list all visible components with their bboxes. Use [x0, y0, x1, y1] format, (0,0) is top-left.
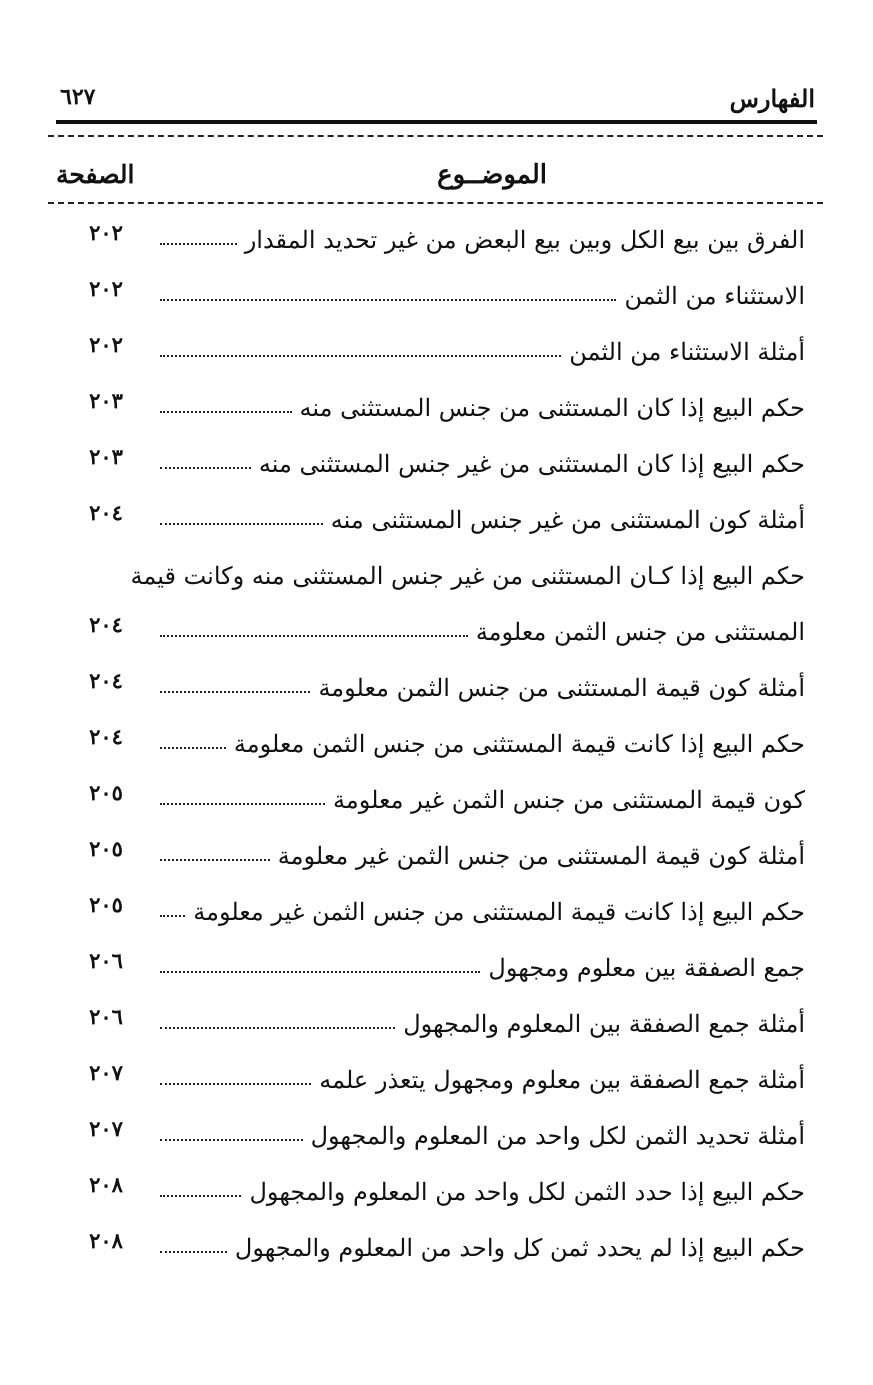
leader-dots — [160, 1027, 395, 1029]
entry-page: ٢٠٤ — [89, 724, 123, 749]
page-number: ٦٢٧ — [60, 84, 96, 110]
running-head — [60, 84, 815, 118]
index-entry — [60, 1104, 805, 1160]
leader-dots — [160, 971, 480, 973]
entry-text: المستثنى من جنس الثمن معلومة — [475, 618, 805, 646]
column-headings — [56, 160, 817, 200]
entry-text: حكم البيع إذا كانت قيمة المستثنى من جنس الثمن غير معلومة — [193, 898, 805, 926]
entry-page: ٢٠٤ — [89, 612, 123, 637]
entry-text: أمثلة كون المستثنى من غير جنس المستثنى منه — [330, 506, 805, 534]
entry-page: ٢٠٧ — [89, 1116, 123, 1141]
entry-page: ٢٠٦ — [89, 948, 123, 973]
entry-page: ٢٠٥ — [89, 836, 123, 861]
leader-dots — [160, 355, 561, 357]
entry-page: ٢٠٥ — [89, 892, 123, 917]
entry-text: جمع الصفقة بين معلوم ومجهول — [488, 954, 805, 982]
index-entries — [60, 208, 805, 1272]
entry-text: حكم البيع إذا كانت قيمة المستثنى من جنس الثمن معلومة — [233, 730, 805, 758]
entry-text: أمثلة جمع الصفقة بين معلوم ومجهول يتعذر علمه — [319, 1066, 805, 1094]
entry-page: ٢٠٤ — [89, 500, 123, 525]
leader-dots — [160, 1251, 227, 1253]
entry-page: ٢٠٧ — [89, 1060, 123, 1085]
entry-text: أمثلة جمع الصفقة بين المعلوم والمجهول — [403, 1010, 805, 1038]
entry-text: حكم البيع إذا كـان المستثنى من غير جنس المستثنى منه وكانت قيمة — [130, 562, 805, 590]
leader-dots — [160, 299, 616, 301]
entry-page: ٢٠٥ — [89, 780, 123, 805]
index-entry — [60, 1160, 805, 1216]
index-entry — [60, 992, 805, 1048]
index-entry — [60, 376, 805, 432]
entry-text: حكم البيع إذا كان المستثنى من جنس المستثنى منه — [299, 394, 805, 422]
index-entry — [60, 600, 805, 656]
entry-page: ٢٠٤ — [89, 668, 123, 693]
header-dashed-rule — [48, 135, 823, 137]
entry-text: حكم البيع إذا حدد الثمن لكل واحد من المعلوم والمجهول — [249, 1178, 805, 1206]
leader-dots — [160, 1139, 303, 1141]
entry-page: ٢٠٨ — [89, 1172, 123, 1197]
leader-dots — [160, 691, 310, 693]
entry-page: ٢٠٦ — [89, 1004, 123, 1029]
entry-page: ٢٠٣ — [89, 444, 123, 469]
index-entry — [60, 1048, 805, 1104]
entry-text: كون قيمة المستثنى من جنس الثمن غير معلومة — [332, 786, 805, 814]
index-entry — [60, 320, 805, 376]
entry-text: أمثلة كون قيمة المستثنى من جنس الثمن غير معلومة — [277, 842, 805, 870]
leader-dots — [160, 803, 325, 805]
page-column-heading: الصفحة — [56, 160, 135, 189]
entry-text: حكم البيع إذا لم يحدد ثمن كل واحد من المعلوم والمجهول — [234, 1234, 805, 1262]
index-entry-first-line — [60, 544, 805, 600]
index-entry — [60, 488, 805, 544]
entry-text: الاستثناء من الثمن — [624, 282, 805, 310]
leader-dots — [160, 1195, 241, 1197]
leader-dots — [160, 859, 270, 861]
leader-dots — [160, 747, 226, 749]
leader-dots — [160, 1083, 311, 1085]
leader-dots — [160, 635, 468, 637]
index-entry — [60, 432, 805, 488]
entry-page: ٢٠٢ — [89, 220, 123, 245]
index-entry — [60, 880, 805, 936]
entry-page: ٢٠٢ — [89, 332, 123, 357]
subject-column-heading: الموضــوع — [437, 160, 547, 190]
entry-text: حكم البيع إذا كان المستثنى من غير جنس المستثنى منه — [258, 450, 805, 478]
entry-text: الفرق بين بيع الكل وبين بيع البعض من غير تحديد المقدار — [244, 226, 805, 254]
index-entry — [60, 768, 805, 824]
entry-page: ٢٠٣ — [89, 388, 123, 413]
index-entry — [60, 208, 805, 264]
header-rule — [56, 120, 817, 124]
entry-text: أمثلة تحديد الثمن لكل واحد من المعلوم والمجهول — [310, 1122, 805, 1150]
index-entry — [60, 936, 805, 992]
index-entry — [60, 656, 805, 712]
index-entry — [60, 264, 805, 320]
leader-dots — [160, 411, 292, 413]
entry-page: ٢٠٢ — [89, 276, 123, 301]
section-title: الفهارس — [729, 84, 815, 113]
leader-dots — [160, 467, 251, 469]
column-heading-rule — [48, 202, 823, 204]
leader-dots — [160, 523, 323, 525]
leader-dots — [160, 243, 237, 245]
index-entry — [60, 1216, 805, 1272]
index-entry — [60, 824, 805, 880]
index-entry — [60, 712, 805, 768]
entry-page: ٢٠٨ — [89, 1228, 123, 1253]
entry-text: أمثلة كون قيمة المستثنى من جنس الثمن معلومة — [318, 674, 805, 702]
leader-dots — [160, 915, 185, 917]
entry-text: أمثلة الاستثناء من الثمن — [569, 338, 805, 366]
